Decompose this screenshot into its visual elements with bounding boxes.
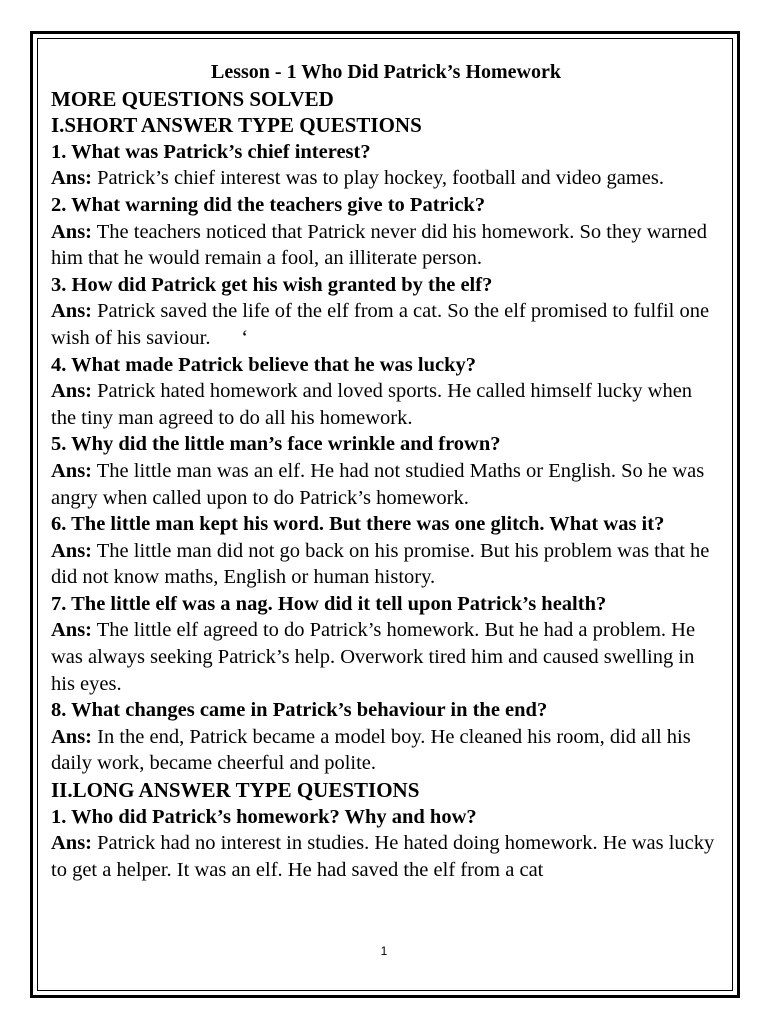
ans-label: Ans: xyxy=(51,167,93,190)
answer-body: The little man did not go back on his promise. But his problem was that he did not know maths, English or human history. xyxy=(51,539,715,589)
question-text: 6. The little man kept his word. But there was one glitch. What was it? xyxy=(51,513,665,536)
qa-block-short-6 xyxy=(51,511,721,591)
answer-text xyxy=(51,378,721,431)
section-heading-long-answer: II.LONG ANSWER TYPE QUESTIONS xyxy=(51,778,420,803)
answer-text xyxy=(51,165,721,192)
ans-label: Ans: xyxy=(51,300,93,323)
question-text: 3. How did Patrick get his wish granted by the elf? xyxy=(51,273,493,296)
answer-text xyxy=(51,219,721,272)
qa-block-short-1 xyxy=(51,139,721,192)
answer-body: The teachers noticed that Patrick never did his homework. So they warned him that he would remain a fool, an illiterate person. xyxy=(51,220,713,270)
page-number: 1 xyxy=(380,944,388,958)
question-text: 5. Why did the little man’s face wrinkle and frown? xyxy=(51,433,501,456)
ans-label: Ans: xyxy=(51,539,93,562)
answer-text xyxy=(51,724,721,777)
ans-label: Ans: xyxy=(51,459,93,482)
answer-body: The little man was an elf. He had not studied Maths or English. So he was angry when called upon to do Patrick’s homework. xyxy=(51,459,710,509)
lesson-title: Lesson - 1 Who Did Patrick’s Homework xyxy=(211,61,561,83)
question-text: 8. What changes came in Patrick’s behaviour in the end? xyxy=(51,699,548,722)
question-text: 4. What made Patrick believe that he was lucky? xyxy=(51,353,476,376)
question-text: 2. What warning did the teachers give to Patrick? xyxy=(51,193,486,216)
ans-label: Ans: xyxy=(51,619,93,642)
qa-block-short-8 xyxy=(51,697,721,777)
question-text: 1. What was Patrick’s chief interest? xyxy=(51,140,371,163)
question-text: 7. The little elf was a nag. How did it tell upon Patrick’s health? xyxy=(51,592,607,615)
qa-block-short-7 xyxy=(51,591,721,697)
answer-body: Patrick had no interest in studies. He hated doing homework. He was lucky to get a helper. It was an elf. He had saved the elf from a cat xyxy=(51,832,720,881)
ans-label: Ans: xyxy=(51,725,93,748)
answer-body: Patrick’s chief interest was to play hockey, football and video games. xyxy=(92,167,664,190)
section-heading-more-questions: MORE QUESTIONS SOLVED xyxy=(51,86,334,111)
ans-label: Ans: xyxy=(51,380,93,403)
qa-block-short-2 xyxy=(51,192,721,272)
answer-text xyxy=(51,538,721,591)
qa-block-short-4 xyxy=(51,352,721,432)
ans-label: Ans: xyxy=(51,220,93,243)
qa-block-short-3 xyxy=(51,272,721,352)
question-text: 1. Who did Patrick’s homework? Why and how? xyxy=(51,805,477,828)
ans-label: Ans: xyxy=(51,832,93,855)
answer-text xyxy=(51,617,721,697)
answer-text xyxy=(51,298,721,351)
answer-text xyxy=(51,830,721,883)
answer-body: The little elf agreed to do Patrick’s homework. But he had a problem. He was always seeking Patrick’s help. Overwork tired him and caused swelling in his eyes. xyxy=(51,619,701,695)
answer-body: Patrick hated homework and loved sports. He called himself lucky when the tiny man agreed to do all his homework. xyxy=(51,380,698,429)
qa-block-short-5 xyxy=(51,431,721,511)
answer-body: Patrick saved the life of the elf from a cat. So the elf promised to fulfil one wish of his saviour. ‘ xyxy=(51,300,715,349)
answer-text xyxy=(51,458,721,511)
qa-block-long-1 xyxy=(51,804,721,884)
section-heading-short-answer: I.SHORT ANSWER TYPE QUESTIONS xyxy=(51,113,422,138)
answer-body: In the end, Patrick became a model boy. He cleaned his room, did all his daily work, became cheerful and polite. xyxy=(51,725,696,775)
document-content xyxy=(51,59,721,883)
